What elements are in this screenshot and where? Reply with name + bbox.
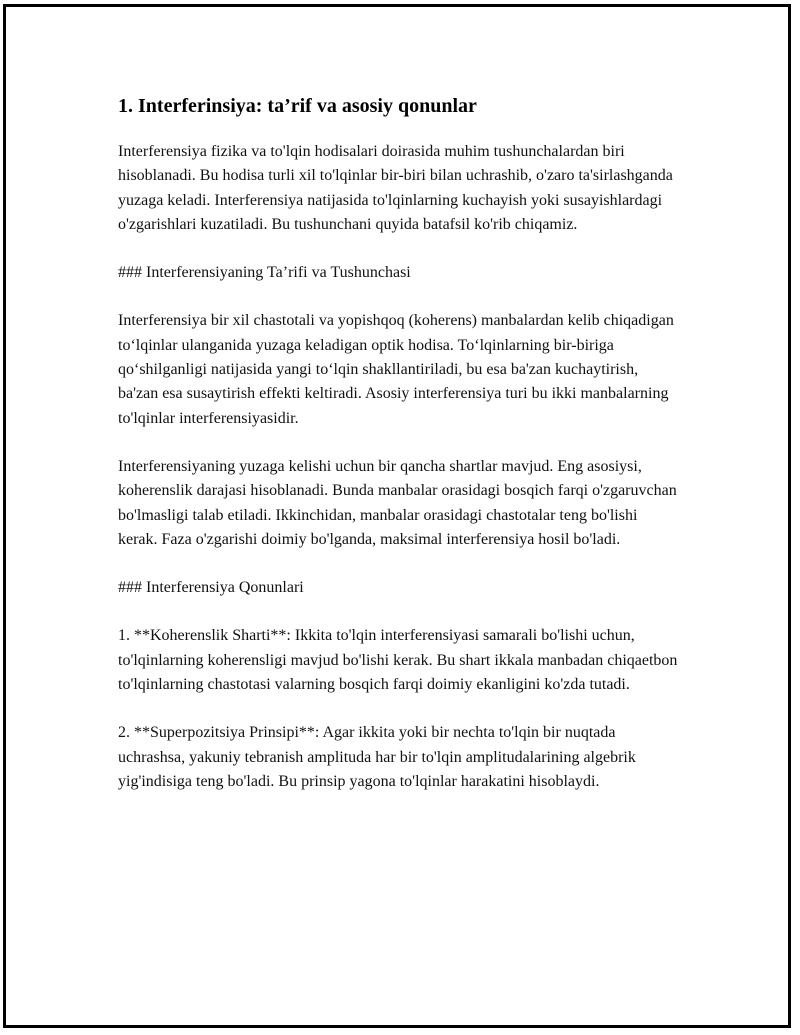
section-heading-laws: ### Interferensiya Qonunlari xyxy=(118,579,304,597)
law-item-superposition: 2. **Superpozitsiya Prinsipi**: Agar ikkita yoki bir nechta to'lqin bir nuqtada uchrashsa, yakuniy tebranish amplituda har bir to'lqin amplitudalarining algebrik yig'indisiga teng bo'ladi. Bu prinsip yagona to'lqinlar harakatini hisoblaydi. xyxy=(118,724,636,790)
section-heading-definition: ### Interferensiyaning Ta’rifi va Tushunchasi xyxy=(118,264,411,282)
conditions-paragraph: Interferensiyaning yuzaga kelishi uchun bir qancha shartlar mavjud. Eng asosiysi, koherenslik darajasi hisoblanadi. Bunda manbalar orasidagi bosqich farqi o'zgaruvchan bo'lmasligi talab etiladi. Ikkinchidan, manbalar orasidagi chastotalar teng bo'lishi kerak. Faza o'zgarishi doimiy bo'lganda, maksimal interferensiya hosil bo'ladi. xyxy=(118,457,677,548)
definition-paragraph: Interferensiya bir xil chastotali va yopishqoq (koherens) manbalardan kelib chiqadigan to‘lqinlar ulanganida yuzaga keladigan optik hodisa. To‘lqinlarning bir-biriga qo‘shilganligi natijasida yangi to‘lqin shakllantiriladi, bu esa ba'zan kuchaytirish, ba'zan esa susaytirish effekti keltiradi. Asosiy interferensiya turi bu ikki manbalarning to'lqinlar interferensiyasidir. xyxy=(118,312,674,427)
document-body xyxy=(118,92,678,818)
intro-paragraph: Interferensiya fizika va to'lqin hodisalari doirasida muhim tushunchalardan biri hisoblanadi. Bu hodisa turli xil to'lqinlar bir-biri bilan uchrashib, o'zaro ta'sirlashganda yuzaga keladi. Interferensiya natijasida to'lqinlarning kuchayish yoki susayishlardagi o'zgarishlari kuzatiladi. Bu tushunchani quyida batafsil ko'rib chiqamiz. xyxy=(118,143,673,233)
law-item-coherence: 1. **Koherenslik Sharti**: Ikkita to'lqin interferensiyasi samarali bo'lishi uchun, to'lqinlarning koherensligi mavjud bo'lishi kerak. Bu shart ikkala manbadan chiqaetbon to'lqinlarning chastotasi valarning bosqich farqi doimiy ekanligini ko'zda tutadi. xyxy=(118,627,678,694)
document-title: 1. Interferinsiya: ta’rif va asosiy qonunlar xyxy=(118,95,477,117)
